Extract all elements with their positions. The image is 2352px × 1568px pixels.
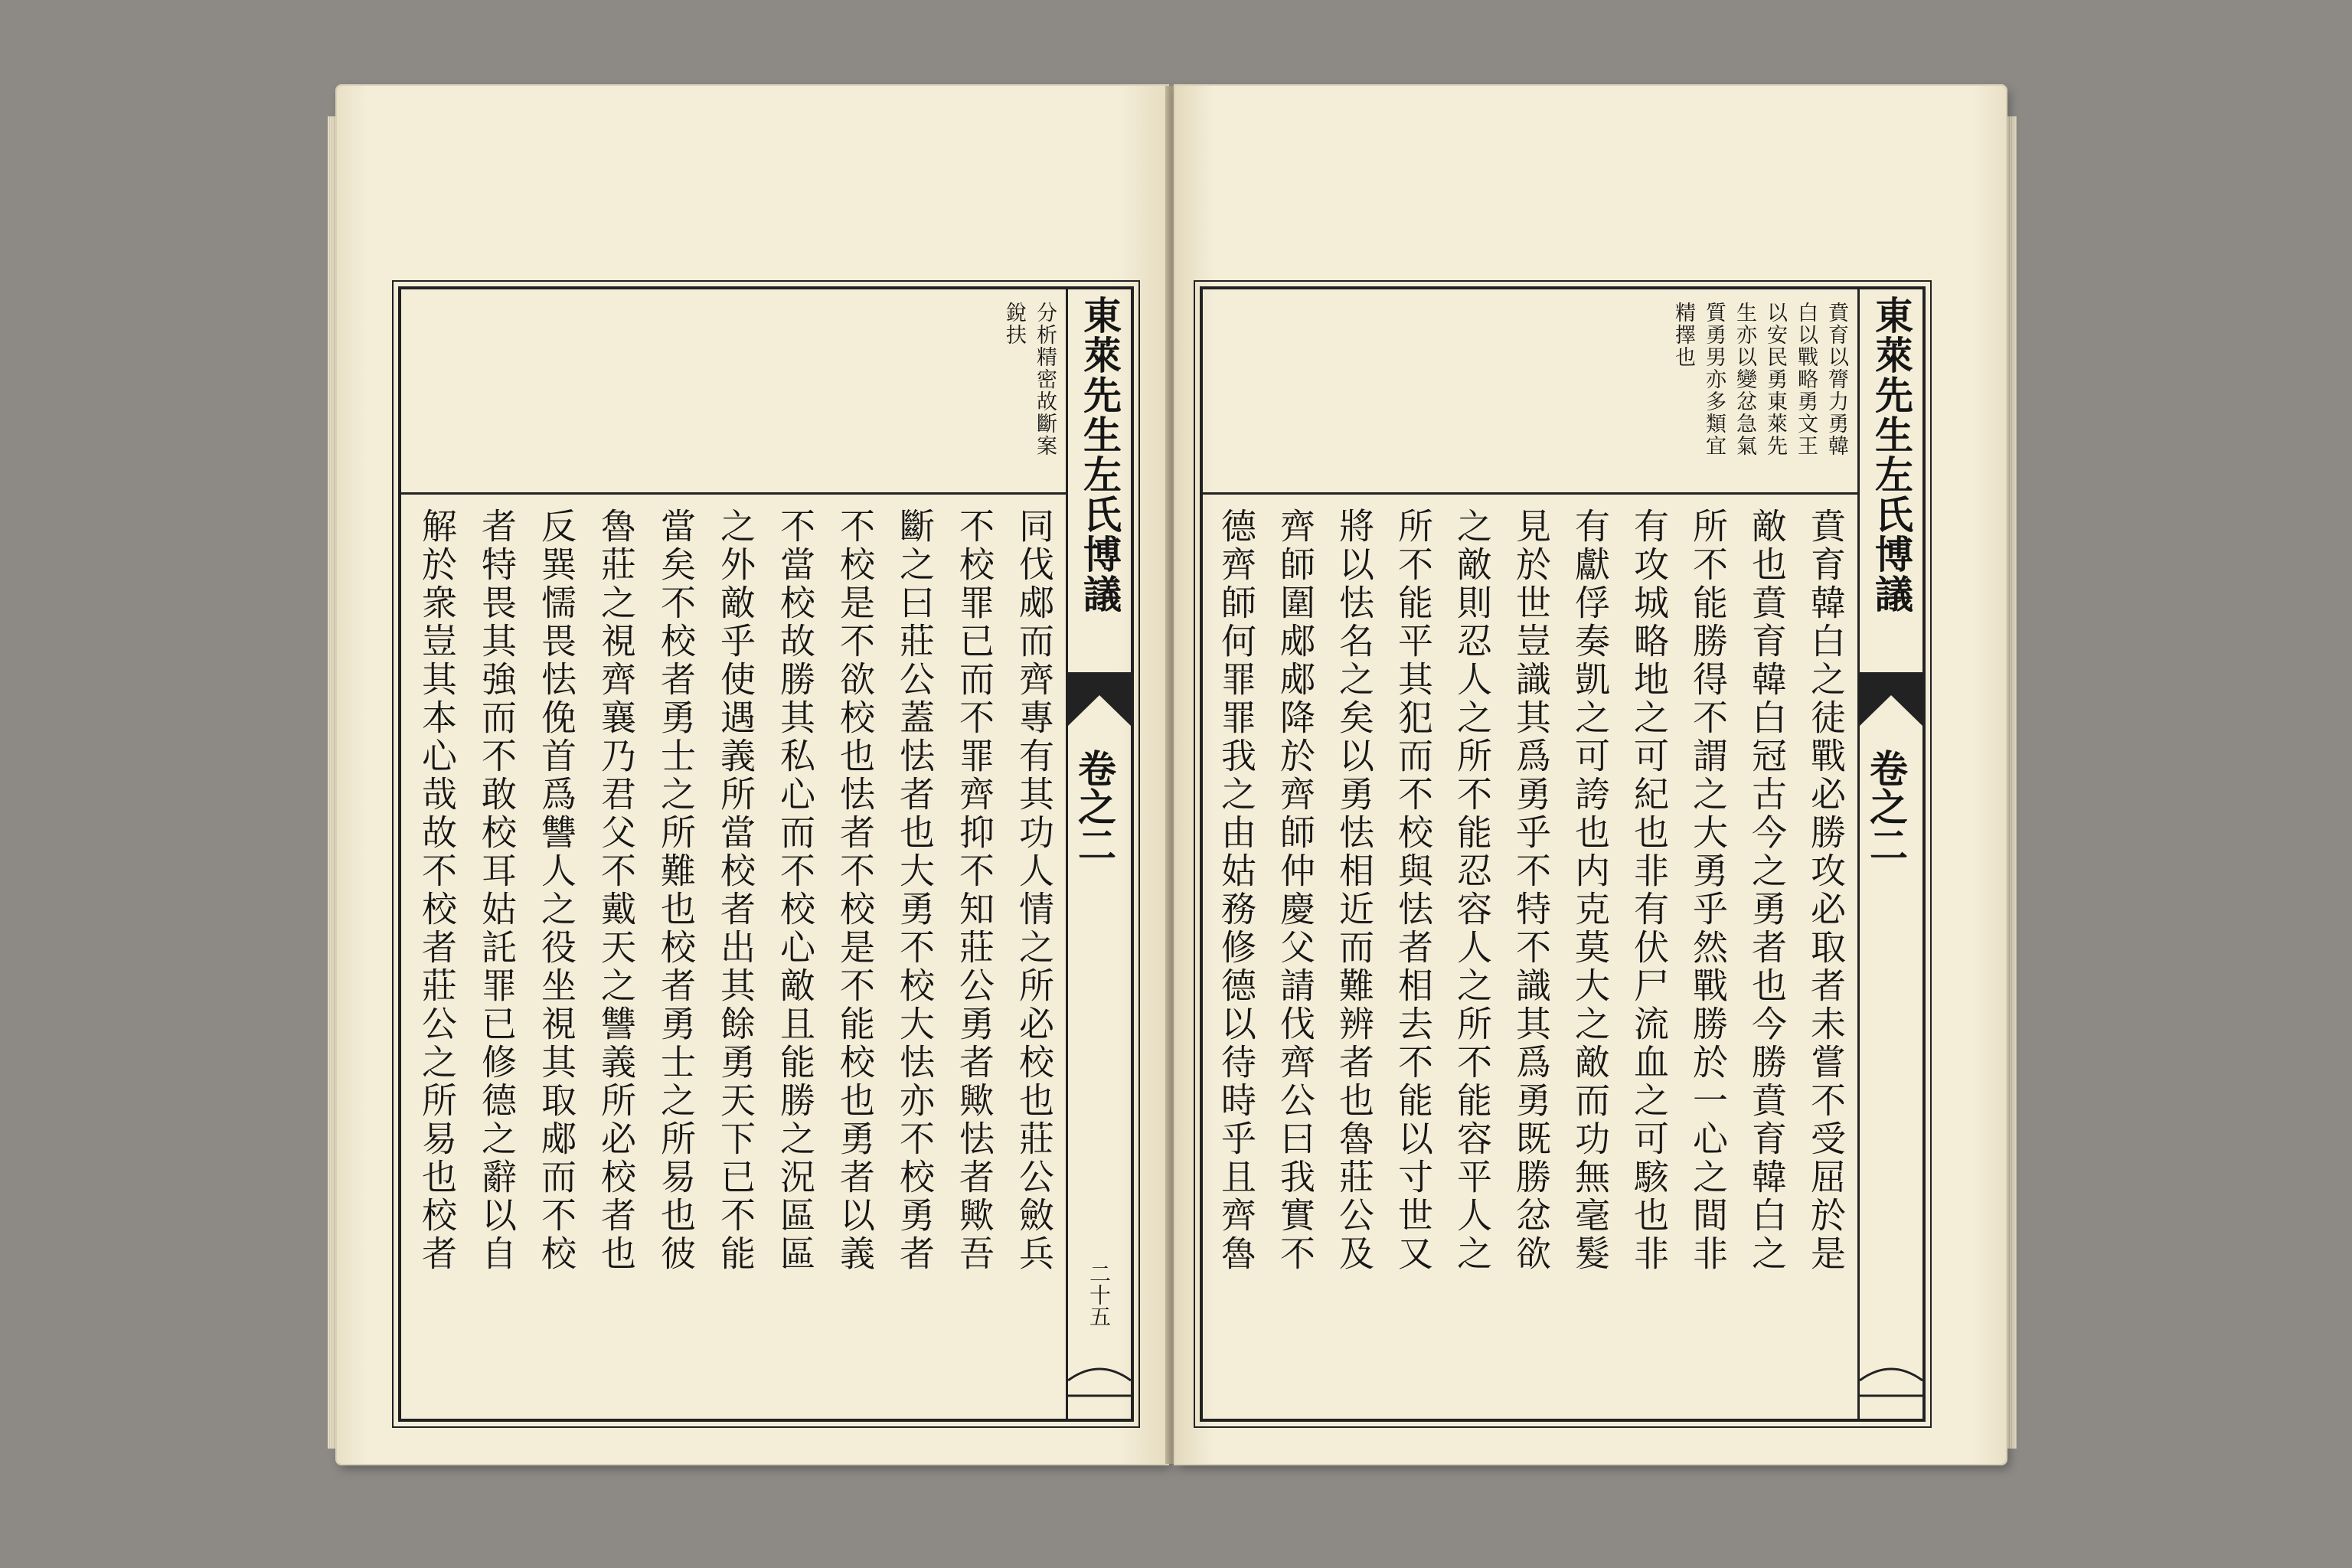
note-divider <box>1203 492 1857 495</box>
note-column: 精擇也 <box>1671 302 1695 368</box>
lower-fishtail-icon <box>1068 1357 1131 1403</box>
volume-label: 卷之二 <box>1864 749 1909 864</box>
text-column: 齊師圍郕郕降於齊師仲慶父請伐齊公曰我實不 <box>1275 508 1316 1273</box>
text-column: 當矣不校者勇士之所難也校者勇士之所易也彼 <box>655 508 697 1273</box>
text-column: 不當校故勝其私心而不校心敵且能勝之況區區 <box>775 508 816 1273</box>
note-column: 分析精密故斷案 <box>1033 302 1057 457</box>
text-column: 見於世豈識其爲勇乎不特不識其爲勇既勝忿欲 <box>1511 508 1552 1273</box>
text-column: 魯莊之視齊襄乃君父不戴天之讐義所必校者也 <box>596 508 637 1273</box>
text-column: 反巽懦畏怯俛首爲讐人之役坐視其取郕而不校 <box>536 508 577 1273</box>
left-text-frame <box>398 286 1134 1422</box>
text-column: 有獻俘奏凱之可誇也内克莫大之敵而功無毫髮 <box>1570 508 1611 1273</box>
lower-fishtail-icon <box>1860 1357 1922 1403</box>
note-column: 質勇男亦多類宜 <box>1702 302 1726 457</box>
volume-label: 卷之二 <box>1072 749 1117 864</box>
note-column: 賁育以膂力勇韓 <box>1824 302 1848 457</box>
text-column: 所不能平其犯而不校與怯者相去不能以寸世又 <box>1393 508 1434 1273</box>
fishtail-mark-icon <box>1860 672 1922 726</box>
note-column: 以安民勇東萊先 <box>1763 302 1787 457</box>
open-book <box>337 86 2006 1479</box>
left-center-strip <box>1066 289 1131 1419</box>
text-column: 斷之曰莊公蓋怯者也大勇不校大怯亦不校勇者 <box>894 508 936 1273</box>
text-column: 德齊師何罪罪我之由姑務修德以待時乎且齊魯 <box>1216 508 1257 1273</box>
note-column: 生亦以變忿急氣 <box>1733 302 1756 457</box>
note-column: 銳扶 <box>1002 302 1026 346</box>
right-text-frame <box>1200 286 1926 1422</box>
text-column: 之外敵乎使遇義所當校者出其餘勇天下已不能 <box>715 508 756 1273</box>
text-column: 同伐郕而齊專有其功人情之所必校也莊公斂兵 <box>1014 508 1055 1273</box>
right-page <box>1175 86 2006 1464</box>
right-center-strip <box>1857 289 1922 1419</box>
text-column: 之敵則忍人之所不能忍容人之所不能容平人之 <box>1452 508 1493 1273</box>
note-column: 白以戰略勇文王 <box>1794 302 1818 457</box>
text-column: 有攻城略地之可紀也非有伏尸流血之可駭也非 <box>1628 508 1670 1273</box>
text-column: 解於衆豈其本心哉故不校者莊公之所易也校者 <box>416 508 458 1273</box>
text-column: 者特畏其強而不敢校耳姑託罪已修德之辭以自 <box>476 508 518 1273</box>
fishtail-mark-icon <box>1068 672 1131 726</box>
book-title: 東萊先生左氏博議 <box>1077 296 1122 614</box>
text-column: 不校罪已而不罪齊抑不知莊公勇者歟怯者歟吾 <box>954 508 995 1273</box>
text-column: 將以怯名之矣以勇怯相近而難辨者也魯莊公及 <box>1334 508 1375 1273</box>
text-column: 所不能勝得不謂之大勇乎然戰勝於一心之間非 <box>1687 508 1729 1273</box>
text-column: 敵也賁育韓白冠古今之勇者也今勝賁育韓白之 <box>1746 508 1788 1273</box>
page-number: 二十五 <box>1086 1263 1112 1327</box>
text-column: 不校是不欲校也怯者不校是不能校也勇者以義 <box>835 508 876 1273</box>
left-page <box>337 86 1168 1464</box>
text-column: 賁育韓白之徒戰必勝攻必取者未嘗不受屈於是 <box>1805 508 1847 1273</box>
book-title: 東萊先生左氏博議 <box>1869 296 1914 614</box>
note-divider <box>401 492 1066 495</box>
